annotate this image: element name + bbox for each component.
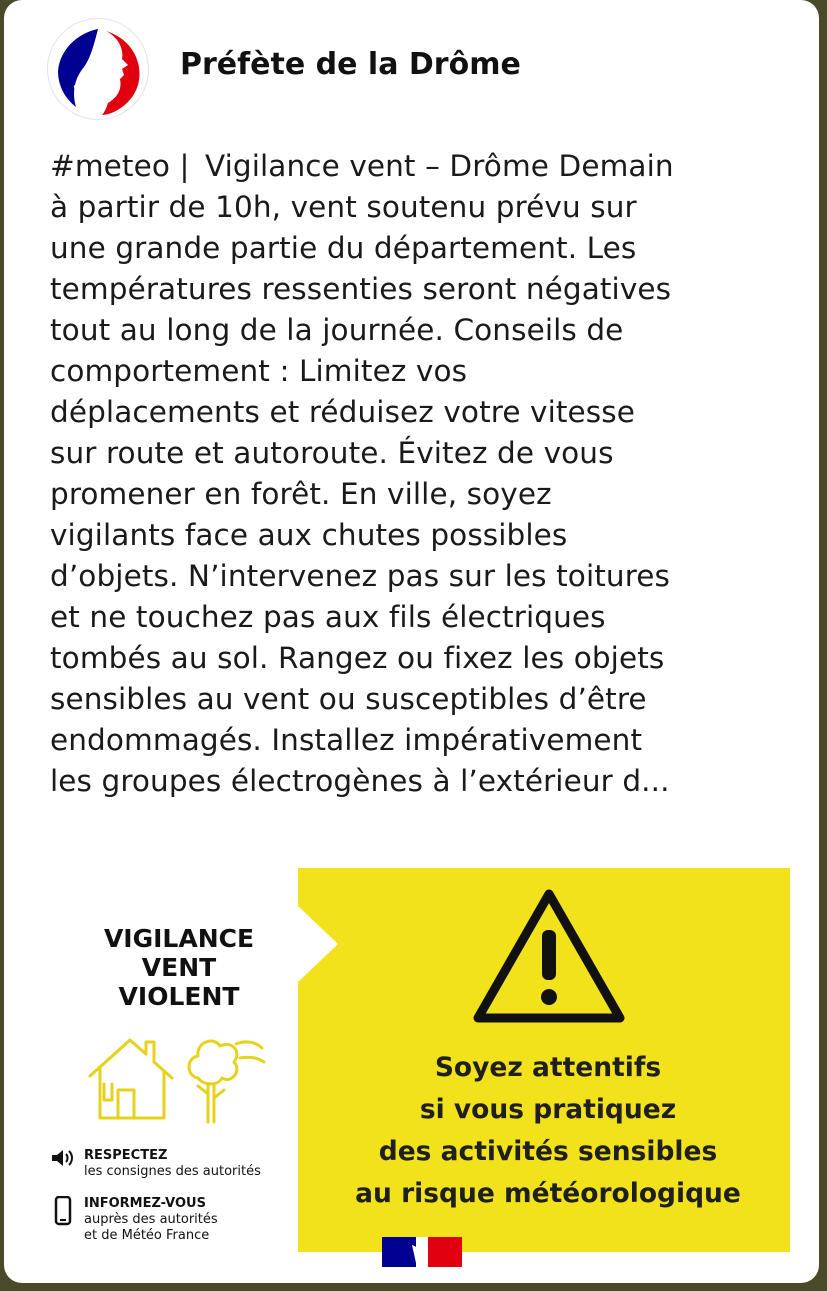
post-line: endommagés. Installez impérativement [50,723,643,757]
consigne-bold: RESPECTEZ [84,1148,168,1163]
post-line: et ne touchez pas aux fils électriques [50,600,606,634]
post-line: à partir de 10h, vent soutenu prévu sur [50,190,637,224]
post-line: déplacements et réduisez votre vitesse [50,395,635,429]
speaker-icon [50,1148,76,1168]
consigne-informez [50,1196,218,1244]
poster-title [84,924,274,1011]
post-line: promener en forêt. En ville, soyez [50,477,552,511]
poster-message-line: Soyez attentifs [434,1052,662,1083]
republique-flag-icon [382,1237,462,1267]
post-body [50,146,805,802]
poster-message-line: au risque météorologique [355,1178,741,1209]
author-name[interactable]: Préfète de la Drôme [180,47,521,82]
poster-title-line: VIOLENT [118,982,240,1011]
poster-title-line: VIGILANCE [103,924,255,953]
post-line: sur route et autoroute. Évitez de vous [50,436,614,470]
consigne-text: et de Météo France [84,1228,210,1243]
consigne-respectez [50,1148,261,1180]
author-avatar[interactable] [48,19,148,119]
phone-icon [50,1196,76,1226]
post-line: températures ressenties seront négatives [50,272,672,306]
consigne-text: les consignes des autorités [84,1164,261,1179]
panel-notch [298,906,338,982]
post-header [48,14,148,124]
poster-message-line: si vous pratiquez [419,1094,677,1125]
post-line: sensibles au vent ou susceptibles d’être [50,682,647,716]
post-card [4,0,819,1283]
post-line: une grande partie du département. Les [50,231,637,265]
poster-message-line: des activités sensibles [378,1136,718,1167]
post-line: comportement : Limitez vos [50,354,468,388]
warning-triangle-icon [470,886,628,1026]
consigne-bold: INFORMEZ-VOUS [84,1196,206,1211]
poster-title-line: VENT [141,953,217,982]
marianne-logo-icon [48,19,148,119]
post-line: tout au long de la journée. Conseils de [50,313,624,347]
poster-message [298,1047,798,1215]
post-line: #meteo | Vigilance vent – Drôme Demain [50,149,674,183]
post-line[interactable]: les groupes électrogènes à l’extérieur d... [50,764,670,798]
post-line: d’objets. N’intervenez pas sur les toitures [50,559,670,593]
post-line: vigilants face aux chutes possibles [50,518,568,552]
house-tree-wind-icon [86,1028,276,1128]
post-line: tombés au sol. Rangez ou fixez les objets [50,641,665,675]
consigne-text: auprès des autorités [84,1212,218,1227]
